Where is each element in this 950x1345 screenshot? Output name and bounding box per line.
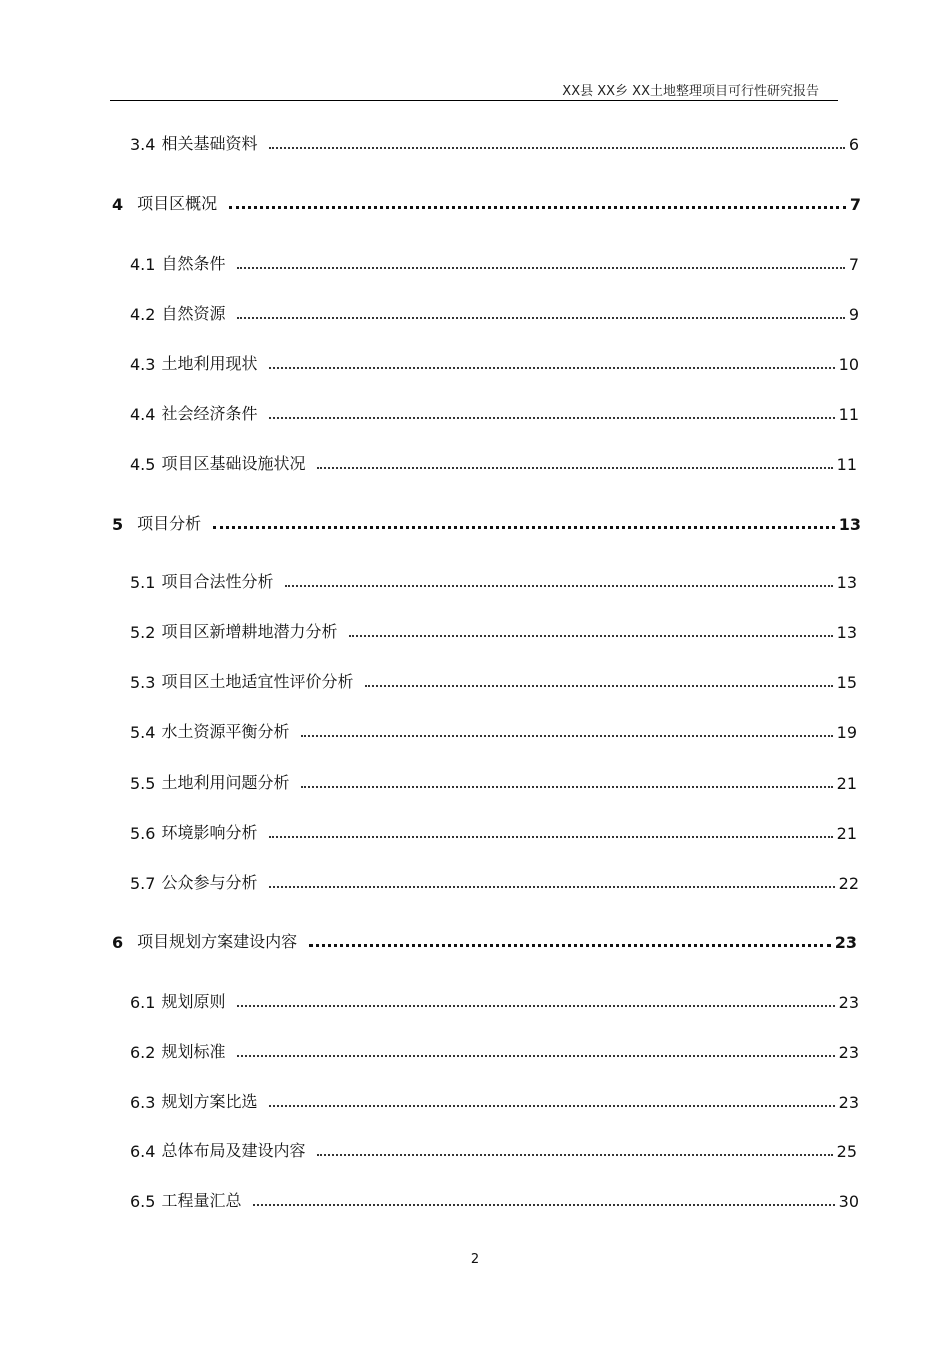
toc-entry-number: 5.4	[130, 723, 156, 742]
toc-dot-leader	[269, 836, 832, 838]
toc-dot-leader	[309, 944, 831, 947]
toc-entry-number: 4.4	[130, 405, 156, 424]
toc-dot-leader	[317, 467, 832, 469]
toc-dot-leader	[229, 206, 846, 209]
toc-entry-number: 4.5	[130, 455, 156, 474]
toc-section-entry[interactable]	[130, 1088, 859, 1112]
toc-dot-leader	[237, 267, 844, 269]
toc-chapter-entry[interactable]	[112, 928, 857, 952]
toc-entry-page: 23	[834, 933, 857, 952]
toc-dot-leader	[301, 735, 832, 737]
toc-entry-title: 自然资源	[161, 304, 226, 323]
toc-entry-number: 5.1	[130, 573, 156, 592]
toc-chapter-entry[interactable]	[112, 190, 861, 214]
toc-entry-page: 6	[848, 135, 859, 154]
toc-entry-page: 21	[836, 824, 857, 843]
toc-entry-page: 7	[849, 195, 861, 214]
toc-entry-title: 总体布局及建设内容	[161, 1141, 306, 1160]
toc-entry-number: 5	[112, 515, 124, 534]
toc-entry-number: 6.3	[130, 1093, 156, 1112]
toc-entry-title: 土地利用问题分析	[161, 773, 290, 792]
toc-section-entry[interactable]	[130, 1187, 859, 1211]
toc-dot-leader	[237, 1005, 834, 1007]
toc-entry-title: 土地利用现状	[161, 354, 258, 373]
toc-dot-leader	[365, 685, 832, 687]
toc-section-entry[interactable]	[130, 988, 859, 1012]
toc-entry-page: 19	[836, 723, 857, 742]
toc-entry-title: 项目区概况	[137, 194, 218, 213]
toc-dot-leader	[237, 1055, 834, 1057]
toc-entry-page: 9	[848, 305, 859, 324]
toc-entry-number: 5.6	[130, 824, 156, 843]
toc-entry-number: 4.1	[130, 255, 156, 274]
toc-entry-number: 4.3	[130, 355, 156, 374]
toc-entry-page: 11	[836, 455, 857, 474]
toc-entry-title: 自然条件	[161, 254, 226, 273]
toc-section-entry[interactable]	[130, 130, 859, 154]
toc-entry-number: 6.4	[130, 1142, 156, 1161]
toc-entry-number: 4.2	[130, 305, 156, 324]
toc-entry-title: 规划方案比选	[161, 1092, 258, 1111]
toc-section-entry[interactable]	[130, 1038, 859, 1062]
toc-section-entry[interactable]	[130, 400, 859, 424]
toc-dot-leader	[301, 786, 832, 788]
toc-chapter-entry[interactable]	[112, 510, 861, 534]
toc-entry-title: 工程量汇总	[161, 1191, 242, 1210]
toc-entry-title: 公众参与分析	[161, 873, 258, 892]
toc-entry-title: 规划原则	[161, 992, 226, 1011]
toc-entry-page: 13	[838, 515, 861, 534]
toc-section-entry[interactable]	[130, 718, 857, 742]
toc-section-entry[interactable]	[130, 668, 857, 692]
toc-entry-page: 23	[838, 1043, 859, 1062]
toc-entry-number: 6.2	[130, 1043, 156, 1062]
toc-entry-title: 相关基础资料	[161, 134, 258, 153]
toc-entry-page: 13	[836, 623, 857, 642]
toc-entry-page: 23	[838, 993, 859, 1012]
toc-entry-page: 30	[838, 1192, 859, 1211]
toc-dot-leader	[269, 417, 834, 419]
toc-entry-title: 水土资源平衡分析	[161, 722, 290, 741]
toc-section-entry[interactable]	[130, 1137, 857, 1161]
toc-dot-leader	[317, 1154, 832, 1156]
toc-section-entry[interactable]	[130, 300, 859, 324]
toc-section-entry[interactable]	[130, 250, 859, 274]
page-number: 2	[470, 1252, 480, 1267]
toc-entry-title: 规划标准	[161, 1042, 226, 1061]
toc-section-entry[interactable]	[130, 618, 857, 642]
toc-entry-number: 5.3	[130, 673, 156, 692]
toc-entry-title: 社会经济条件	[161, 404, 258, 423]
toc-entry-number: 6	[112, 933, 124, 952]
running-header-title: XX县 XX乡 XX土地整理项目可行性研究报告	[562, 84, 819, 99]
toc-dot-leader	[269, 886, 834, 888]
toc-entry-number: 5.2	[130, 623, 156, 642]
toc-dot-leader	[269, 147, 844, 149]
toc-dot-leader	[269, 1105, 834, 1107]
toc-entry-number: 3.4	[130, 135, 156, 154]
toc-entry-page: 21	[836, 774, 857, 793]
toc-entry-title: 项目区基础设施状况	[161, 454, 306, 473]
toc-entry-number: 5.7	[130, 874, 156, 893]
toc-dot-leader	[237, 317, 844, 319]
toc-entry-title: 项目合法性分析	[161, 572, 274, 591]
toc-dot-leader	[269, 367, 834, 369]
toc-entry-title: 项目分析	[137, 514, 202, 533]
toc-section-entry[interactable]	[130, 869, 859, 893]
toc-entry-page: 10	[838, 355, 859, 374]
toc-entry-title: 项目规划方案建设内容	[137, 932, 298, 951]
toc-entry-page: 13	[836, 573, 857, 592]
toc-dot-leader	[285, 585, 832, 587]
toc-dot-leader	[253, 1204, 834, 1206]
toc-entry-title: 环境影响分析	[161, 823, 258, 842]
toc-section-entry[interactable]	[130, 450, 857, 474]
toc-dot-leader	[349, 635, 832, 637]
toc-entry-number: 6.1	[130, 993, 156, 1012]
toc-entry-page: 22	[838, 874, 859, 893]
toc-entry-title: 项目区新增耕地潜力分析	[161, 622, 338, 641]
toc-entry-number: 4	[112, 195, 124, 214]
toc-entry-page: 11	[838, 405, 859, 424]
toc-section-entry[interactable]	[130, 568, 857, 592]
toc-entry-page: 23	[838, 1093, 859, 1112]
toc-section-entry[interactable]	[130, 350, 859, 374]
toc-section-entry[interactable]	[130, 769, 857, 793]
toc-dot-leader	[213, 526, 835, 529]
toc-entry-number: 5.5	[130, 774, 156, 793]
toc-entry-number: 6.5	[130, 1192, 156, 1211]
toc-entry-page: 15	[836, 673, 857, 692]
toc-entry-page: 7	[848, 255, 859, 274]
toc-entry-title: 项目区土地适宜性评价分析	[161, 672, 354, 691]
toc-entry-page: 25	[836, 1142, 857, 1161]
toc-section-entry[interactable]	[130, 819, 857, 843]
